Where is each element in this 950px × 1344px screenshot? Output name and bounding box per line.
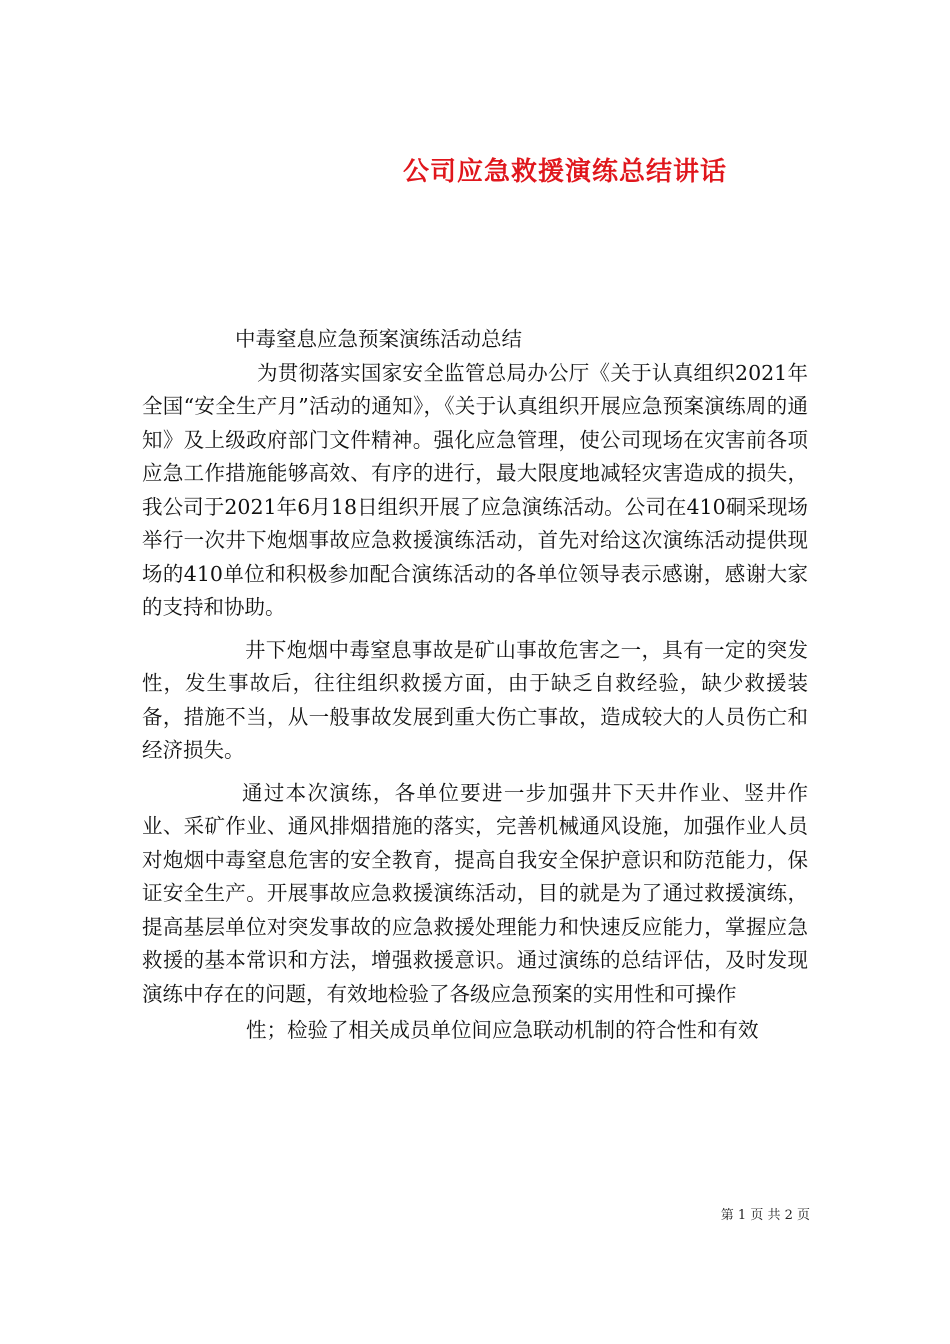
page-number: 第 1 页 共 2 页 xyxy=(720,1208,810,1223)
paragraph-3: 通过本次演练，各单位要进一步加强井下天井作业、竖井作业、采矿作业、通风排烟措施的落实，完善机械通风设施，加强作业人员对炮烟中毒窒息危害的安全教育，提高自我安全保护意识和防范能力，保证安全生产。开展事故应急救援演练活动，目的就是为了通过救援演练，提高基层单位对突发事故的应急救援处理能力和快速反应能力，掌握应急救援的基本常识和方法，增强救援意识。通过演练的总结评估，及时发现演练中存在的问题，有效地检验了各级应急预案的实用性和可操作 xyxy=(142,780,808,1006)
paragraph-4: 性；检验了相关成员单位间应急联动机制的符合性和有效 xyxy=(246,1018,759,1042)
document-body xyxy=(142,323,808,1048)
paragraph-1: 为贯彻落实国家安全监管总局办公厅《关于认真组织2021年全国“安全生产月”活动的通知》，《关于认真组织开展应急预案演练周的通知》及上级政府部门文件精神。强化应急管理，使公司现场在灾害前各项应急工作措施能够高效、有序的进行，最大限度地减轻灾害造成的损失，我公司于2021年6月18日组织开展了应急演练活动。公司在410硐采现场举行一次井下炮烟事故应急救援演练活动，首先对给这次演练活动提供现场的410单位和积极参加配合演练活动的各单位领导表示感谢，感谢大家的支持和协助。 xyxy=(142,360,808,619)
document-title: 公司应急救援演练总结讲话 xyxy=(402,157,727,188)
document-subtitle: 中毒窒息应急预案演练活动总结 xyxy=(235,327,522,351)
paragraph-2: 井下炮烟中毒窒息事故是矿山事故危害之一，具有一定的突发性，发生事故后，往往组织救援方面，由于缺乏自救经验，缺少救援装备，措施不当，从一般事故发展到重大伤亡事故，造成较大的人员伤亡和经济损失。 xyxy=(142,637,808,762)
